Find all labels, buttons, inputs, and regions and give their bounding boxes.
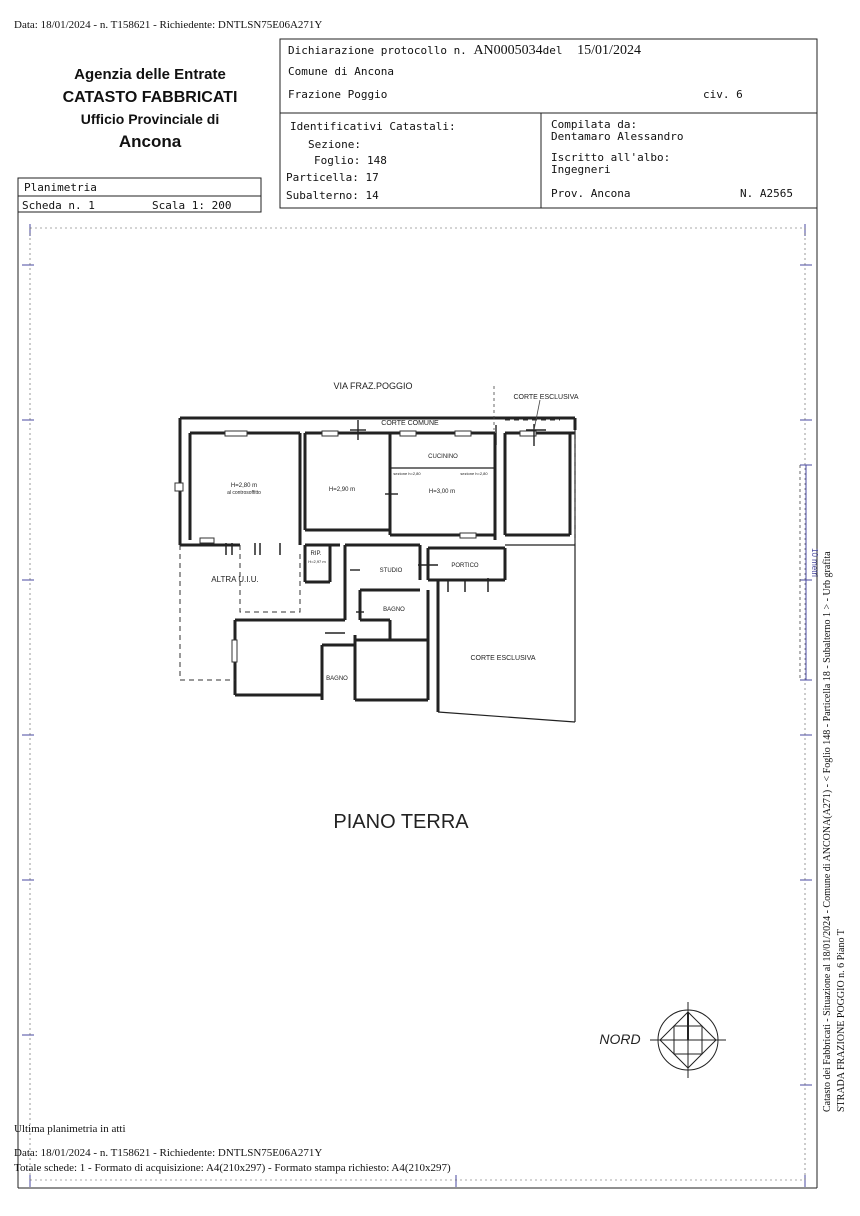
scala-label: Scala 1: 200 [152, 199, 232, 212]
corte-esclusiva-top-label: CORTE ESCLUSIVA [513, 394, 579, 401]
h-room2-label: H=2,90 m [328, 487, 356, 493]
cucinino-label: CUCININO [428, 454, 458, 460]
agency-name: Agenzia delle Entrate [74, 66, 226, 83]
compilata-label: Compilata da: [551, 118, 638, 131]
floor-title: PIANO TERRA [333, 811, 469, 833]
frazione-label: Frazione Poggio [288, 88, 388, 101]
compilata-name: Dentamaro Alessandro [551, 130, 684, 143]
ufficio-city: Ancona [118, 132, 182, 151]
scale-bar-label: 10 metri [810, 548, 819, 577]
side-situation-line: Catasto dei Fabbricati - Situazione al 18/01/2024 - Comune di ANCONA(A271) - < Foglio 148 - Particella 18 - Subalterno 1 > - Urb grafita [822, 551, 833, 1112]
studio-label: STUDIO [379, 568, 403, 574]
corte-comune-label: CORTE COMUNE [381, 420, 439, 427]
north-arrow-icon [650, 1002, 726, 1078]
street-label: VIA FRAZ.POGGIO [333, 381, 413, 391]
planimetria-label: Planimetria [24, 181, 97, 194]
altra-uiu-label: ALTRA U.I.U. [211, 575, 259, 584]
civico-label: civ. 6 [703, 88, 743, 101]
nord-label: NORD [599, 1031, 641, 1047]
rip-label: RIP. [310, 551, 322, 557]
bagno-label-lower: BAGNO [326, 676, 348, 682]
del-label: del [542, 44, 563, 57]
sezione-note-b: sezione h=2,80 [460, 471, 488, 476]
catasto-title: CATASTO FABBRICATI [62, 89, 238, 106]
footer-data-line: Data: 18/01/2024 - n. T158621 - Richiedente: DNTLSN75E06A271Y [14, 1147, 323, 1159]
footer-totale-line: Totale schede: 1 - Formato di acquisizione: A4(210x297) - Formato stampa richiesto: A4(210x297) [14, 1162, 451, 1174]
bagno-label-upper: BAGNO [383, 607, 405, 613]
scheda-label: Scheda n. 1 [22, 199, 95, 212]
sezione-label: Sezione: [308, 138, 361, 151]
h-room1-label: H=2,80 m [230, 483, 258, 489]
numero-albo: N. A2565 [740, 187, 793, 200]
ultima-planimetria: Ultima planimetria in atti [14, 1123, 126, 1135]
sezione-note-a: sezione h=2,80 [393, 471, 421, 476]
particella-label: Particella: 17 [286, 171, 379, 184]
prov-label: Prov. Ancona [551, 187, 631, 200]
protocol-number: AN0005034 [473, 43, 543, 58]
top-request-line: Data: 18/01/2024 - n. T158621 - Richiedente: DNTLSN75E06A271Y [14, 19, 323, 31]
corte-esclusiva-label: CORTE ESCLUSIVA [470, 655, 536, 662]
ufficio-label: Ufficio Provinciale di [80, 111, 220, 127]
portico-label: PORTICO [451, 563, 479, 569]
protocol-date: 15/01/2024 [577, 43, 641, 58]
foglio-label: Foglio: 148 [314, 154, 387, 167]
identificativi-label: Identificativi Catastali: [290, 120, 456, 133]
iscritto-value: Ingegneri [551, 163, 611, 176]
iscritto-label: Iscritto all'albo: [551, 151, 671, 164]
comune-label: Comune di Ancona [288, 65, 394, 78]
side-address-line: STRADA FRAZIONE POGGIO n. 6 Piano T [836, 929, 847, 1112]
rip-height: H=2,97 m [308, 559, 326, 564]
dichiarazione-label: Dichiarazione protocollo n. [288, 44, 467, 57]
h-room1-note: al controsoffitto [227, 490, 261, 496]
h-room3-label: H=3,00 m [428, 489, 456, 495]
subalterno-label: Subalterno: 14 [286, 189, 379, 202]
plan-walls [180, 418, 575, 712]
